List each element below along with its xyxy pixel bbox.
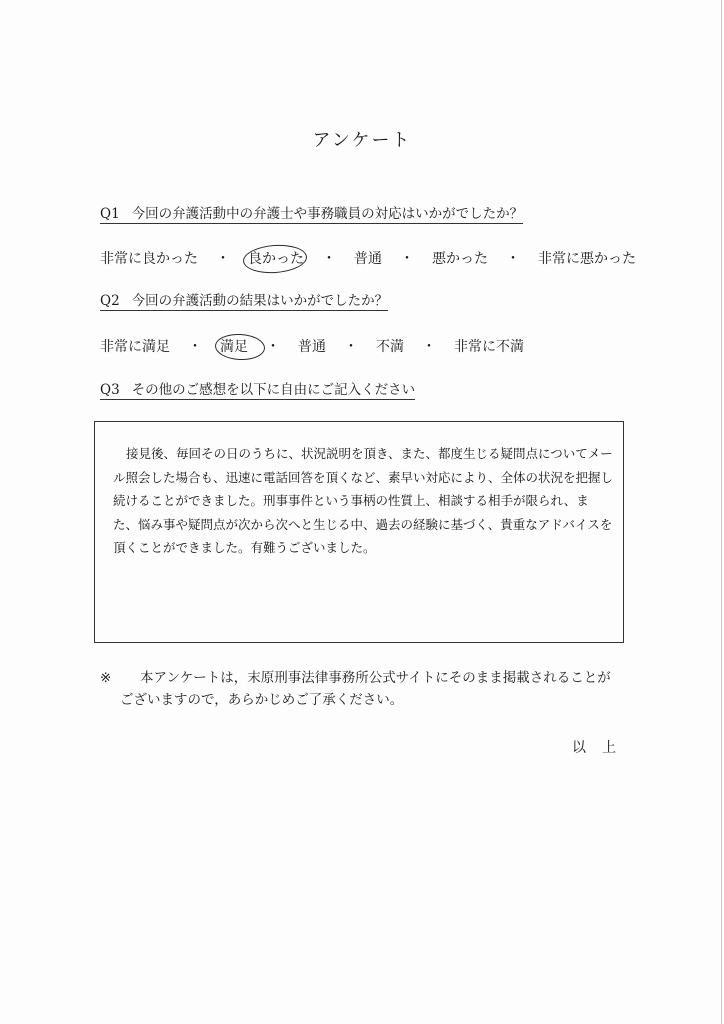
q1-option-good-selected: [248, 250, 304, 268]
option-separator: ・: [344, 339, 358, 355]
question-1-options: [100, 250, 636, 268]
reference-mark: ※: [100, 670, 112, 686]
option-separator: ・: [216, 251, 230, 267]
q1-option-bad: 悪かった: [432, 251, 488, 267]
q2-option-normal: 普通: [298, 339, 326, 355]
question-1-text: 今回の弁護活動中の弁護士や事務職員の対応はいかがでしたか？: [131, 206, 524, 222]
free-comment-text: 接見後、毎回その日のうちに、状況説明を頂き、また、都度生じる疑問点についてメール照会した場合も、迅速に電話回答を頂くなど、素早い対応により、全体の状況を把握し続けることができました。刑事事件という事柄の性質上、相談する相手が限られ、また、悩み事や疑問点が次から次へと生じる中、過去の経験に基づく、貴重なアドバイスを頂くことができました。有難うございました。: [113, 446, 614, 555]
q1-option-good-label: 良かった: [248, 251, 304, 267]
free-comment-box: [94, 421, 624, 643]
question-2: [100, 293, 388, 311]
option-separator: ・: [400, 251, 414, 267]
question-2-number: Q2: [100, 293, 120, 309]
option-separator: ・: [422, 339, 436, 355]
option-separator: ・: [506, 251, 520, 267]
q2-option-dissatisfied: 不満: [376, 339, 404, 355]
closing-mark: 以上: [572, 740, 632, 756]
question-3: [100, 382, 415, 400]
scan-edge-line: [721, 0, 722, 1024]
question-2-text: 今回の弁護活動の結果はいかがでしたか？: [131, 293, 389, 309]
option-separator: ・: [266, 339, 280, 355]
question-1: [100, 206, 523, 224]
publication-note-text: 本アンケートは，末原刑事法律事務所公式サイトにそのまま掲載されることがございますので，あらかじめご了承ください。: [120, 670, 611, 708]
publication-note: [100, 667, 620, 711]
q1-option-very-bad: 非常に悪かった: [538, 251, 636, 267]
q2-option-very-dissatisfied: 非常に不満: [454, 339, 524, 355]
q1-option-very-good: 非常に良かった: [100, 251, 198, 267]
q2-option-very-satisfied: 非常に満足: [100, 339, 170, 355]
option-separator: ・: [188, 339, 202, 355]
page-title: アンケート: [312, 130, 412, 151]
q1-option-normal: 普通: [354, 251, 382, 267]
question-3-text: その他のご感想を以下に自由にご記入ください: [131, 382, 416, 398]
question-2-options: [100, 338, 524, 356]
question-1-number: Q1: [100, 206, 120, 222]
option-separator: ・: [322, 251, 336, 267]
q2-option-satisfied-label: 満足: [220, 339, 248, 355]
q2-option-satisfied-selected: [220, 338, 248, 356]
question-3-number: Q3: [100, 382, 120, 398]
